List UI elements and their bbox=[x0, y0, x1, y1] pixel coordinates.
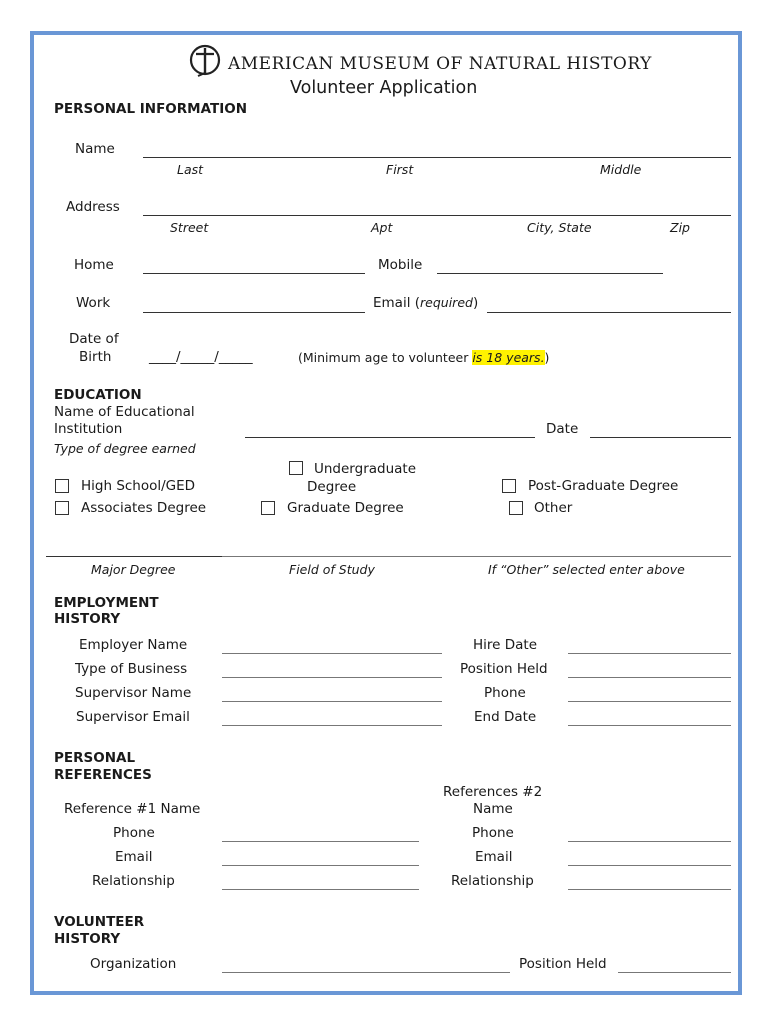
other-enter-above-caption: If “Other” selected enter above bbox=[488, 562, 685, 577]
reference-1-name-label: Reference #1 Name bbox=[64, 801, 201, 817]
museum-name: AMERICAN MUSEUM OF NATURAL HISTORY bbox=[228, 54, 652, 74]
graduate-checkbox[interactable] bbox=[261, 501, 275, 515]
institution-field[interactable] bbox=[245, 437, 535, 438]
employer-name-label: Employer Name bbox=[79, 637, 188, 653]
end-date-label: End Date bbox=[474, 709, 537, 725]
high-school-label: High School/GED bbox=[81, 478, 196, 494]
field-of-study-caption: Field of Study bbox=[289, 562, 375, 577]
associates-checkbox[interactable] bbox=[55, 501, 69, 515]
education-date-field[interactable] bbox=[590, 437, 731, 438]
undergraduate-checkbox[interactable] bbox=[289, 461, 303, 475]
name-last-caption: Last bbox=[177, 162, 204, 177]
employment-phone-label: Phone bbox=[484, 685, 526, 701]
hire-date-label: Hire Date bbox=[473, 637, 538, 653]
hire-date-field[interactable] bbox=[568, 653, 731, 654]
home-phone-field[interactable] bbox=[143, 273, 365, 274]
museum-logo-icon bbox=[188, 43, 222, 77]
dob-field[interactable]: ____/_____/_____ bbox=[149, 349, 253, 365]
form-title: Volunteer Application bbox=[290, 78, 478, 98]
reference-1-phone-label: Phone bbox=[113, 825, 155, 841]
institution-label-line1: Name of Educational bbox=[54, 404, 195, 420]
reference-1-relationship-label: Relationship bbox=[92, 873, 175, 889]
post-graduate-checkbox[interactable] bbox=[502, 479, 516, 493]
name-middle-caption: Middle bbox=[600, 162, 642, 177]
reference-1-phone-field[interactable] bbox=[222, 841, 419, 842]
type-of-business-label: Type of Business bbox=[75, 661, 188, 677]
email-field[interactable] bbox=[487, 312, 731, 313]
field-of-study-field[interactable] bbox=[222, 556, 731, 557]
high-school-checkbox[interactable] bbox=[55, 479, 69, 493]
reference-2-relationship-field[interactable] bbox=[568, 889, 731, 890]
reference-2-phone-field[interactable] bbox=[568, 841, 731, 842]
section-heading-volunteer-line1: VOLUNTEER bbox=[54, 914, 145, 930]
section-heading-education: EDUCATION bbox=[54, 387, 142, 403]
reference-2-name-label-line2: Name bbox=[473, 801, 513, 817]
dob-label-line2: Birth bbox=[79, 349, 112, 365]
work-phone-field[interactable] bbox=[143, 312, 365, 313]
graduate-label: Graduate Degree bbox=[287, 500, 404, 516]
other-checkbox[interactable] bbox=[509, 501, 523, 515]
organization-label: Organization bbox=[90, 956, 177, 972]
reference-2-relationship-label: Relationship bbox=[451, 873, 534, 889]
undergraduate-label-line1: Undergraduate bbox=[314, 461, 417, 477]
name-label: Name bbox=[75, 141, 115, 157]
end-date-field[interactable] bbox=[568, 725, 731, 726]
section-heading-employment-line1: EMPLOYMENT bbox=[54, 595, 159, 611]
mobile-phone-label: Mobile bbox=[378, 257, 423, 273]
name-first-caption: First bbox=[386, 162, 414, 177]
email-label: Email (required) bbox=[373, 295, 479, 311]
address-zip-caption: Zip bbox=[670, 220, 690, 235]
associates-label: Associates Degree bbox=[81, 500, 207, 516]
undergraduate-label-line2: Degree bbox=[307, 479, 357, 495]
employment-phone-field[interactable] bbox=[568, 701, 731, 702]
section-heading-references-line2: REFERENCES bbox=[54, 767, 152, 783]
reference-1-email-label: Email bbox=[115, 849, 153, 865]
address-field[interactable] bbox=[143, 215, 731, 216]
mobile-phone-field[interactable] bbox=[437, 273, 663, 274]
volunteer-position-label: Position Held bbox=[519, 956, 607, 972]
address-street-caption: Street bbox=[170, 220, 209, 235]
type-of-business-field[interactable] bbox=[222, 677, 442, 678]
section-heading-personal: PERSONAL INFORMATION bbox=[54, 101, 248, 117]
reference-2-phone-label: Phone bbox=[472, 825, 514, 841]
minimum-age-note: (Minimum age to volunteer is 18 years.) bbox=[298, 350, 550, 365]
post-graduate-label: Post-Graduate Degree bbox=[528, 478, 679, 494]
position-held-field[interactable] bbox=[568, 677, 731, 678]
reference-1-email-field[interactable] bbox=[222, 865, 419, 866]
supervisor-email-field[interactable] bbox=[222, 725, 442, 726]
major-degree-caption: Major Degree bbox=[91, 562, 176, 577]
home-phone-label: Home bbox=[74, 257, 114, 273]
work-phone-label: Work bbox=[76, 295, 111, 311]
supervisor-name-field[interactable] bbox=[222, 701, 442, 702]
institution-label-line2: Institution bbox=[54, 421, 123, 437]
section-heading-references-line1: PERSONAL bbox=[54, 750, 136, 766]
reference-2-name-label-line1: References #2 bbox=[443, 784, 543, 800]
organization-field[interactable] bbox=[222, 972, 510, 973]
education-date-label: Date bbox=[546, 421, 579, 437]
dob-label-line1: Date of bbox=[69, 331, 119, 347]
major-degree-field[interactable] bbox=[46, 556, 222, 557]
supervisor-email-label: Supervisor Email bbox=[76, 709, 190, 725]
employer-name-field[interactable] bbox=[222, 653, 442, 654]
position-held-label: Position Held bbox=[460, 661, 548, 677]
other-label: Other bbox=[534, 500, 573, 516]
address-city-caption: City, State bbox=[527, 220, 592, 235]
degree-type-label: Type of degree earned bbox=[54, 441, 196, 456]
reference-2-email-label: Email bbox=[475, 849, 513, 865]
supervisor-name-label: Supervisor Name bbox=[75, 685, 192, 701]
address-label: Address bbox=[66, 199, 120, 215]
section-heading-employment-line2: HISTORY bbox=[54, 611, 121, 627]
address-apt-caption: Apt bbox=[371, 220, 393, 235]
reference-1-relationship-field[interactable] bbox=[222, 889, 419, 890]
volunteer-position-field[interactable] bbox=[618, 972, 731, 973]
section-heading-volunteer-line2: HISTORY bbox=[54, 931, 121, 947]
reference-2-email-field[interactable] bbox=[568, 865, 731, 866]
name-field[interactable] bbox=[143, 157, 731, 158]
